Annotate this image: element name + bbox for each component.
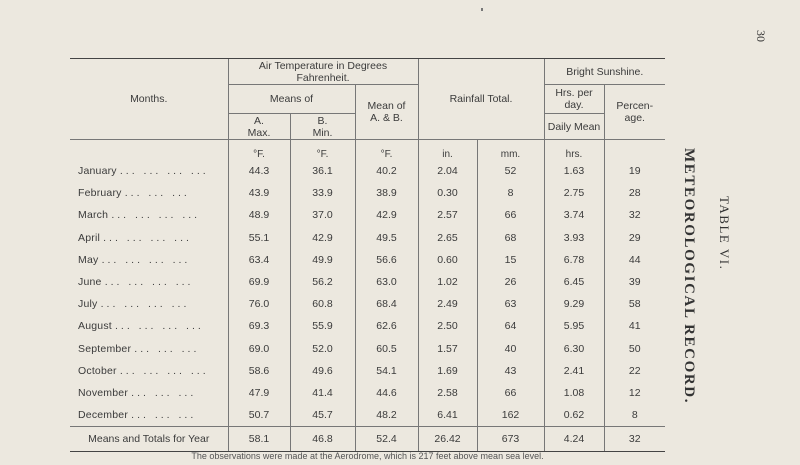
table-row	[70, 249, 665, 271]
cell-max: 48.9	[228, 204, 290, 226]
cell-rain-in: 2.65	[418, 227, 477, 249]
cell-rain-mm: 68	[477, 227, 544, 249]
totals-max: 58.1	[228, 427, 290, 452]
cell-pct: 50	[604, 338, 665, 360]
unit-hrs: hrs.	[544, 140, 604, 161]
month-cell	[70, 338, 228, 360]
month-name: May	[78, 253, 99, 266]
table-row	[70, 360, 665, 382]
cell-max: 76.0	[228, 293, 290, 315]
cell-min: 45.7	[290, 404, 355, 427]
months-header: Months.	[70, 59, 228, 140]
cell-hrs: 3.74	[544, 204, 604, 226]
cell-rain-in: 0.60	[418, 249, 477, 271]
leader-dots: ... ... ...	[131, 409, 197, 422]
cell-rain-in: 1.02	[418, 271, 477, 293]
data-rows	[70, 160, 665, 427]
cell-rain-mm: 66	[477, 204, 544, 226]
totals-rain-in: 26.42	[418, 427, 477, 452]
cell-min: 33.9	[290, 182, 355, 204]
cell-rain-mm: 162	[477, 404, 544, 427]
cell-hrs: 5.95	[544, 315, 604, 337]
leader-dots: ... ... ... ...	[101, 253, 191, 266]
table-row	[70, 227, 665, 249]
cell-rain-in: 6.41	[418, 404, 477, 427]
unit-min: °F.	[290, 140, 355, 161]
cell-mean: 48.2	[355, 404, 418, 427]
cell-max: 47.9	[228, 382, 290, 404]
cell-pct: 12	[604, 382, 665, 404]
month-cell	[70, 249, 228, 271]
cell-max: 50.7	[228, 404, 290, 427]
cell-rain-in: 2.58	[418, 382, 477, 404]
cell-mean: 68.4	[355, 293, 418, 315]
month-cell	[70, 404, 228, 427]
totals-hrs: 4.24	[544, 427, 604, 452]
cell-rain-in: 2.57	[418, 204, 477, 226]
cell-rain-mm: 15	[477, 249, 544, 271]
meteorological-table	[70, 58, 665, 452]
leader-dots: ... ... ... ...	[103, 231, 192, 244]
cell-mean: 44.6	[355, 382, 418, 404]
cell-min: 55.9	[290, 315, 355, 337]
totals-min: 46.8	[290, 427, 355, 452]
month-name: September	[78, 342, 132, 355]
b-min-header: B. Min.	[290, 114, 355, 140]
leader-dots: ... ... ... ...	[111, 209, 201, 222]
cell-max: 43.9	[228, 182, 290, 204]
cell-rain-in: 1.69	[418, 360, 477, 382]
cell-hrs: 1.63	[544, 160, 604, 182]
totals-label: Means and Totals for Year	[70, 427, 228, 452]
cell-hrs: 0.62	[544, 404, 604, 427]
totals-pct: 32	[604, 427, 665, 452]
cell-rain-mm: 26	[477, 271, 544, 293]
month-cell	[70, 360, 228, 382]
cell-max: 63.4	[228, 249, 290, 271]
cell-hrs: 6.45	[544, 271, 604, 293]
cell-min: 60.8	[290, 293, 355, 315]
cell-pct: 29	[604, 227, 665, 249]
cell-hrs: 6.30	[544, 338, 604, 360]
month-cell	[70, 160, 228, 182]
totals-row	[70, 427, 665, 452]
totals-mean: 52.4	[355, 427, 418, 452]
table-row	[70, 338, 665, 360]
month-cell	[70, 227, 228, 249]
cell-rain-mm: 66	[477, 382, 544, 404]
cell-mean: 38.9	[355, 182, 418, 204]
table-row	[70, 204, 665, 226]
a-max-header: A. Max.	[228, 114, 290, 140]
table-row	[70, 293, 665, 315]
percentage-header: Percen- age.	[604, 85, 665, 140]
cell-min: 42.9	[290, 227, 355, 249]
rainfall-header: Rainfall Total.	[418, 59, 544, 140]
unit-max: °F.	[228, 140, 290, 161]
units-row	[70, 140, 665, 161]
cell-min: 52.0	[290, 338, 355, 360]
table-row	[70, 315, 665, 337]
table-row	[70, 271, 665, 293]
cell-hrs: 9.29	[544, 293, 604, 315]
cell-hrs: 2.75	[544, 182, 604, 204]
month-cell	[70, 315, 228, 337]
totals-rain-mm: 673	[477, 427, 544, 452]
cell-max: 69.3	[228, 315, 290, 337]
cell-rain-mm: 8	[477, 182, 544, 204]
cell-mean: 42.9	[355, 204, 418, 226]
leader-dots: ... ... ... ...	[119, 364, 209, 377]
air-temperature-header: Air Temperature in Degrees Fahrenheit.	[228, 59, 418, 85]
cell-rain-mm: 63	[477, 293, 544, 315]
cell-mean: 62.6	[355, 315, 418, 337]
cell-max: 55.1	[228, 227, 290, 249]
hrs-per-day-header: Hrs. per day.	[544, 85, 604, 114]
cell-pct: 41	[604, 315, 665, 337]
table-row	[70, 404, 665, 427]
record-title: METEOROLOGICAL RECORD.	[681, 148, 697, 405]
month-name: December	[78, 409, 129, 422]
leader-dots: ... ... ... ...	[119, 165, 209, 178]
cell-max: 69.0	[228, 338, 290, 360]
cell-pct: 28	[604, 182, 665, 204]
table-row	[70, 182, 665, 204]
cell-rain-in: 1.57	[418, 338, 477, 360]
cell-pct: 19	[604, 160, 665, 182]
cell-min: 49.6	[290, 360, 355, 382]
unit-rain-mm: mm.	[477, 140, 544, 161]
cell-max: 69.9	[228, 271, 290, 293]
month-name: August	[78, 320, 112, 333]
cell-mean: 63.0	[355, 271, 418, 293]
month-cell	[70, 271, 228, 293]
table-row	[70, 382, 665, 404]
month-cell	[70, 204, 228, 226]
month-cell	[70, 382, 228, 404]
cell-pct: 8	[604, 404, 665, 427]
month-name: January	[78, 165, 117, 178]
leader-dots: ... ... ...	[134, 342, 200, 355]
page-number: 30	[754, 30, 768, 42]
cell-rain-mm: 43	[477, 360, 544, 382]
table-row	[70, 160, 665, 182]
cell-pct: 58	[604, 293, 665, 315]
leader-dots: ... ... ... ...	[100, 298, 190, 311]
cell-min: 56.2	[290, 271, 355, 293]
sunshine-header: Bright Sunshine.	[544, 59, 665, 85]
month-name: June	[78, 276, 102, 289]
unit-rain-in: in.	[418, 140, 477, 161]
cell-mean: 60.5	[355, 338, 418, 360]
cell-rain-in: 2.04	[418, 160, 477, 182]
cell-hrs: 1.08	[544, 382, 604, 404]
cell-mean: 56.6	[355, 249, 418, 271]
cell-rain-mm: 64	[477, 315, 544, 337]
cell-rain-mm: 40	[477, 338, 544, 360]
cell-pct: 22	[604, 360, 665, 382]
cell-rain-in: 2.50	[418, 315, 477, 337]
leader-dots: ... ... ...	[124, 187, 190, 200]
cell-pct: 44	[604, 249, 665, 271]
month-name: November	[78, 386, 129, 399]
table-label: TABLE VI.	[717, 196, 732, 271]
cell-mean: 49.5	[355, 227, 418, 249]
cell-pct: 39	[604, 271, 665, 293]
month-name: February	[78, 187, 122, 200]
month-name: October	[78, 364, 117, 377]
daily-mean-header: Daily Mean	[544, 114, 604, 140]
cell-hrs: 2.41	[544, 360, 604, 382]
cell-max: 44.3	[228, 160, 290, 182]
cell-min: 41.4	[290, 382, 355, 404]
cell-min: 36.1	[290, 160, 355, 182]
cell-rain-in: 2.49	[418, 293, 477, 315]
cell-mean: 40.2	[355, 160, 418, 182]
month-name: April	[78, 231, 101, 244]
leader-dots: ... ... ... ...	[104, 276, 194, 289]
means-of-header: Means of	[228, 85, 355, 114]
stray-mark	[481, 8, 483, 11]
mean-ab-header: Mean of A. & B.	[355, 85, 418, 140]
cell-max: 58.6	[228, 360, 290, 382]
cell-hrs: 6.78	[544, 249, 604, 271]
month-name: March	[78, 209, 109, 222]
cell-min: 49.9	[290, 249, 355, 271]
month-cell	[70, 293, 228, 315]
cell-mean: 54.1	[355, 360, 418, 382]
unit-mean: °F.	[355, 140, 418, 161]
cell-min: 37.0	[290, 204, 355, 226]
footnote: The observations were made at the Aerodrome, which is 217 feet above mean sea level.	[191, 451, 544, 461]
leader-dots: ... ... ...	[131, 386, 197, 399]
cell-rain-mm: 52	[477, 160, 544, 182]
month-cell	[70, 182, 228, 204]
leader-dots: ... ... ... ...	[115, 320, 204, 333]
cell-rain-in: 0.30	[418, 182, 477, 204]
cell-pct: 32	[604, 204, 665, 226]
month-name: July	[78, 298, 98, 311]
cell-hrs: 3.93	[544, 227, 604, 249]
